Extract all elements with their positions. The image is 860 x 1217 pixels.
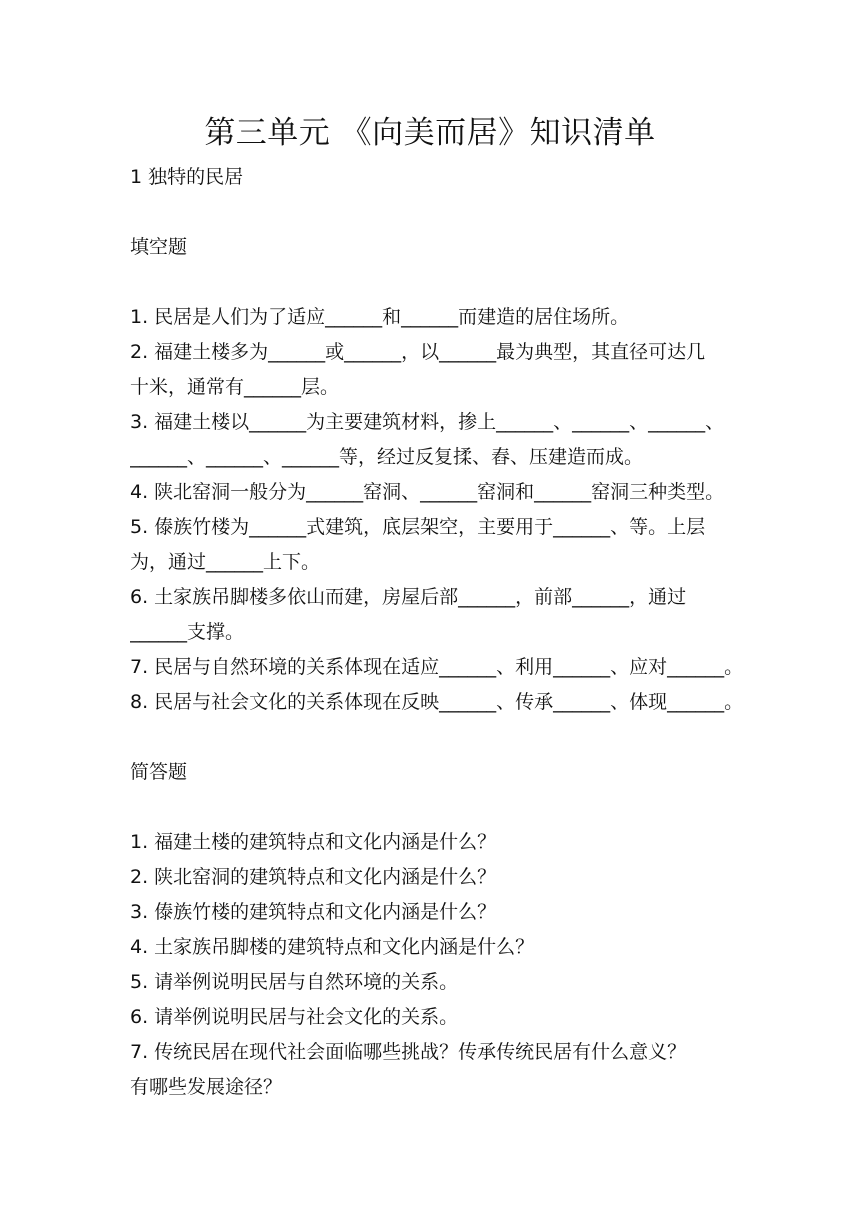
- short-answer-line: 有哪些发展途径？: [130, 1076, 283, 1098]
- short-answer-line: 6. 请举例说明民居与社会文化的关系。: [130, 1006, 459, 1028]
- short-answer-line: 5. 请举例说明民居与自然环境的关系。: [130, 971, 459, 993]
- spacer: [130, 265, 745, 300]
- fill-line: 7. 民居与自然环境的关系体现在适应______、利用______、应对______。: [130, 656, 744, 678]
- short-answer-line: 2. 陕北窑洞的建筑特点和文化内涵是什么？: [130, 866, 497, 888]
- fill-line: 8. 民居与社会文化的关系体现在反映______、传承______、体现______。: [130, 691, 744, 713]
- fill-line: 5. 傣族竹楼为______式建筑，底层架空，主要用于______、等。上层: [130, 516, 706, 538]
- spacer: [130, 790, 745, 825]
- fill-line: ______支撑。: [130, 621, 245, 643]
- fill-line: 为，通过______上下。: [130, 551, 321, 573]
- short-answer-line: 3. 傣族竹楼的建筑特点和文化内涵是什么？: [130, 901, 497, 923]
- fill-line: 6. 土家族吊脚楼多依山而建，房屋后部______，前部______，通过: [130, 586, 687, 608]
- fill-line: ______、______、______等，经过反复揉、舂、压建造而成。: [130, 446, 644, 468]
- document-body: [130, 160, 745, 1105]
- fill-line: 1. 民居是人们为了适应______和______而建造的居住场所。: [130, 306, 630, 328]
- short-answer-line: 1. 福建土楼的建筑特点和文化内涵是什么？: [130, 831, 497, 853]
- fill-line: 2. 福建土楼多为______或______，以______最为典型，其直径可达几: [130, 341, 706, 363]
- lesson-heading: 1 独特的民居: [130, 166, 244, 188]
- short-answer-line: 4. 土家族吊脚楼的建筑特点和文化内涵是什么？: [130, 936, 535, 958]
- fill-line: 十米，通常有______层。: [130, 376, 340, 398]
- fill-in-section-heading: 填空题: [130, 236, 188, 258]
- short-answer-line: 7. 传统民居在现代社会面临哪些挑战？传承传统民居有什么意义？: [130, 1041, 687, 1063]
- spacer: [130, 195, 745, 230]
- fill-line: 3. 福建土楼以______为主要建筑材料，掺上______、______、______、: [130, 411, 725, 433]
- short-answer-section-heading: 简答题: [130, 761, 188, 783]
- spacer: [130, 720, 745, 755]
- fill-line: 4. 陕北窑洞一般分为______窑洞、______窑洞和______窑洞三种类型。: [130, 481, 725, 503]
- document-title: 第三单元 《向美而居》知识清单: [204, 115, 656, 151]
